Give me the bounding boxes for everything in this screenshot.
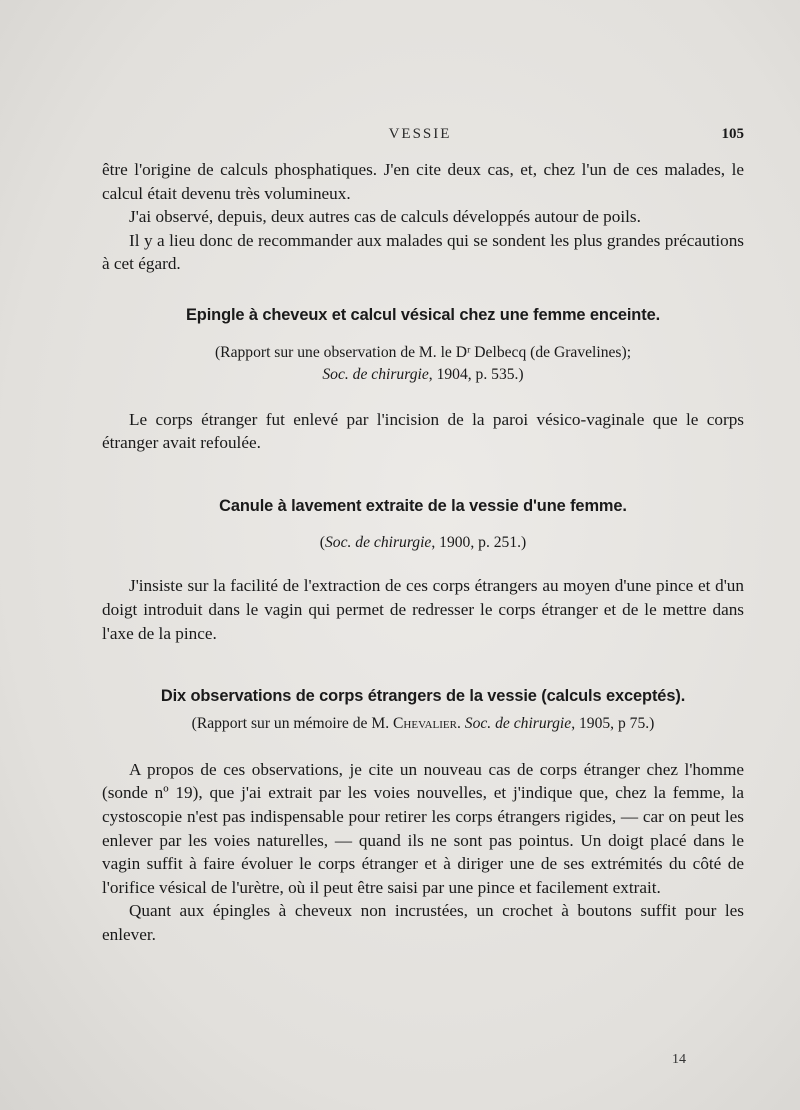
section-2-citation: [102, 532, 744, 554]
running-head: [100, 126, 744, 150]
section-2-citation-rest: , 1900, p. 251.): [431, 534, 527, 552]
section-1-citation-journal: Soc. de chirurgie: [322, 365, 429, 383]
section-1-citation-rest: , 1904, p. 535.): [428, 365, 524, 383]
section-1-body: Le corps étranger fut enlevé par l'incision de la paroi vésico-vaginale que le corps étranger avait refoulée.: [102, 409, 744, 453]
section-2-citation-journal: Soc. de chirurgie: [324, 534, 432, 552]
intro-paragraph-2: J'ai observé, depuis, deux autres cas de calculs développés autour de poils.: [129, 207, 641, 227]
section-3-citation-author: Chevalier: [393, 714, 457, 732]
page-number: 105: [721, 126, 744, 142]
section-1-citation: [102, 342, 744, 386]
section-3-body-2: Quant aux épingles à cheveux non incrustées, un crochet à boutons suffit pour les enlever.: [102, 901, 744, 944]
section-2-title: Canule à lavement extraite de la vessie d'une femme.: [219, 496, 627, 515]
section-2-citation-open: (: [319, 534, 325, 552]
section-3-citation-mid: .: [457, 714, 465, 732]
section-3-citation-rest: , 1905, p 75.): [571, 714, 655, 732]
section-3-body-1: A propos de ces observations, je cite un nouveau cas de corps étranger chez l'homme (sonde nº 19), que j'ai extrait par les voies nouvelles, et j'indique que, chez la femme, la cystoscopie n'est pas indispensable pour retirer les corps étrangers rigides, — car on peut les enlever par les voies naturelles, — quand ils ne sont pas pointus. Un doigt placé dans le vagin suffit à faire évoluer le corps étranger et à diriger une de ses extrémités du côté de l'orifice vésical de l'urètre, où il peut être saisi par une pince et facilement extrait.: [102, 759, 744, 897]
intro-paragraph-1: être l'origine de calculs phosphatiques. J'en cite deux cas, et, chez l'un de ces malades, le calcul était devenu très volumineux.: [102, 160, 744, 203]
running-title: VESSIE: [388, 126, 452, 142]
section-1-citation-line-1: (Rapport sur une observation de M. le Dʳ Delbecq (de Gravelines);: [214, 343, 632, 361]
section-2-body: J'insiste sur la facilité de l'extraction de ces corps étrangers au moyen d'une pince et d'un doigt introduit dans le vagin qui permet de redresser le corps étranger et de le mettre dans l'axe de la pince.: [102, 576, 744, 643]
section-3-title: Dix observations de corps étrangers de la vessie (calculs exceptés).: [160, 687, 686, 706]
intro-paragraph-3: Il y a lieu donc de recommander aux malades qui se sondent les plus grandes précautions à cet égard.: [102, 230, 744, 274]
section-1-title: Epingle à cheveux et calcul vésical chez une femme enceinte.: [185, 305, 661, 324]
section-3-citation-journal: Soc. de chirurgie: [464, 714, 572, 732]
signature-mark: 14: [672, 1052, 686, 1067]
section-3-citation: [102, 713, 744, 735]
page-content: [102, 158, 744, 946]
section-3-citation-prefix: (Rapport sur un mémoire de M.: [191, 714, 394, 732]
